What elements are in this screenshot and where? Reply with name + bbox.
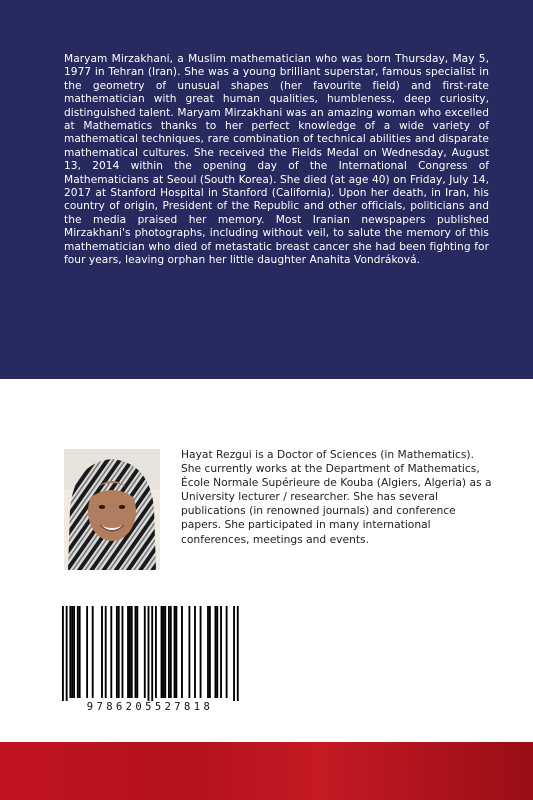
barcode-bar: [86, 606, 88, 698]
barcode-bar: [174, 606, 176, 698]
barcode-bar: [101, 606, 103, 698]
barcode-bar: [77, 606, 79, 698]
barcode-bar: [69, 606, 71, 698]
barcode-bar: [92, 606, 94, 698]
summary-panel: [0, 0, 533, 379]
barcode-bar: [215, 606, 217, 698]
barcode-bar: [135, 606, 137, 698]
barcode-bar: [116, 606, 118, 698]
barcode-bar: [66, 606, 68, 704]
barcode-bar: [129, 606, 131, 698]
barcode-bar: [194, 606, 196, 698]
barcode-bar: [175, 606, 177, 698]
barcode-bar: [209, 606, 211, 698]
barcode-bar: [131, 606, 133, 698]
barcode-bars: [58, 600, 242, 704]
barcode-bar: [207, 606, 209, 698]
barcode-bar: [110, 606, 112, 698]
barcode-bar: [200, 606, 202, 698]
barcode-bar: [62, 606, 64, 704]
barcode-bar: [226, 606, 228, 698]
barcode-bar: [127, 606, 129, 698]
barcode-bar: [237, 606, 239, 704]
barcode-bar: [164, 606, 166, 698]
barcode-bar: [118, 606, 120, 698]
barcode-bar: [136, 606, 138, 698]
barcode-bar: [216, 606, 218, 698]
barcode-bar: [181, 606, 183, 698]
barcode-bar: [105, 606, 107, 698]
barcode-bar: [155, 606, 157, 698]
barcode-bar: [168, 606, 170, 698]
barcode-bar: [170, 606, 172, 698]
author-portrait-image: [64, 449, 160, 570]
barcode-bar: [148, 606, 150, 704]
barcode-bar: [188, 606, 190, 698]
barcode-bar: [162, 606, 164, 698]
barcode-bar: [233, 606, 235, 704]
barcode-bar: [73, 606, 75, 698]
author-bio: Hayat Rezgui is a Doctor of Sciences (in Mathematics). She currently works at the Department of Mathematics, École Normale Supérieure de Kouba (Algiers, Algeria) as a University lecturer / researcher. She has several publications (in renowned journals) and conference papers. She participated in many international conferences, meetings and events.: [181, 448, 492, 546]
barcode-bar: [71, 606, 73, 698]
barcode-bar: [144, 606, 146, 698]
author-photo: [64, 449, 160, 570]
barcode-bar: [79, 606, 81, 698]
barcode-bar: [161, 606, 163, 698]
isbn-number: 9786205527818: [58, 701, 242, 713]
bottom-color-band: [0, 742, 533, 800]
book-summary: Maryam Mirzakhani, a Muslim mathematician who was born Thursday, May 5, 1977 in Tehran (Iran). She was a young brilliant superstar, famous specialist in the geometry of unusual shapes (her favourite field) and first-rate mathematician with great human qualities, humbleness, deep curiosity, distinguished talent. Maryam Mirzakhani was an amazing woman who excelled at Mathematics thanks to her perfect knowledge of a wide variety of mathematical techniques, rare combination of technical abilities and disparate mathematical cultures. She received the Fields Medal on Wednesday, August 13, 2014 within the opening day of the International Congress of Mathematicians at Seoul (South Korea). She died (at age 40) on Friday, July 14, 2017 at Stanford Hospital in Stanford (California). Upon her death, in Iran, his country of origin, President of the Republic and other officials, politicians and the media praised her memory. Most Iranian newspapers published Mirzakhani's photographs, including without veil, to salute the memory of this mathematician who died of metastatic breast cancer she had been fighting for four years, leaving orphan her little daughter Anahita Vondráková.: [64, 53, 489, 267]
barcode-bar: [220, 606, 222, 698]
barcode-bar: [151, 606, 153, 704]
barcode-bar: [122, 606, 124, 698]
